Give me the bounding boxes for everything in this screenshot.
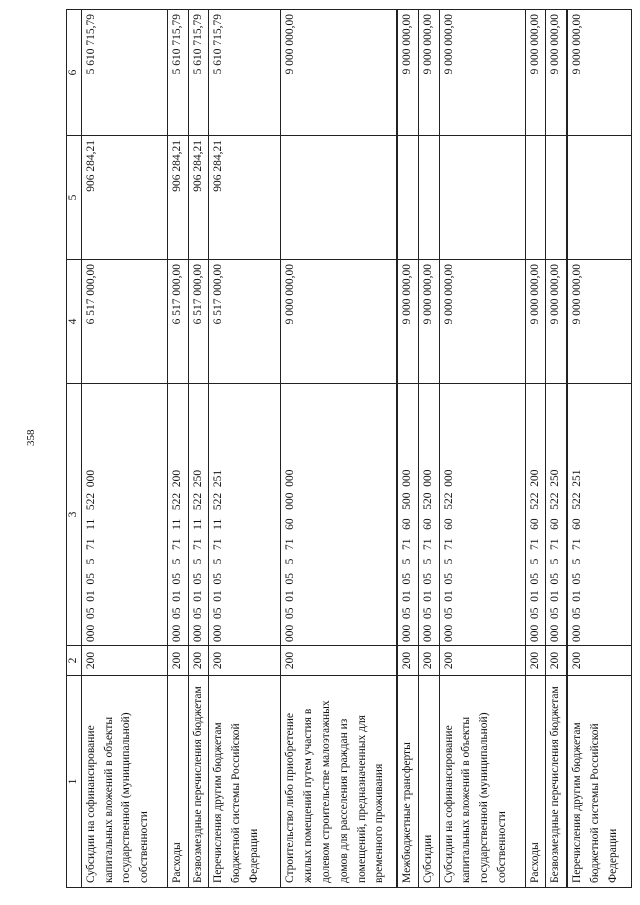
row-name: Строительство либо приобретение жилых помещений путем участия в долевом строительстве малоэтажных домов для расселения граждан из помещений, предназначенных для временного проживания bbox=[281, 676, 397, 888]
row-grbs: 200 bbox=[167, 646, 188, 676]
row-plan: 6 517 000,00 bbox=[209, 260, 281, 384]
row-grbs: 200 bbox=[525, 646, 546, 676]
row-name: Субсидии bbox=[418, 676, 439, 888]
row-remain: 9 000 000,00 bbox=[525, 10, 546, 136]
row-code: 000 05 01 05 5 71 60 000 000 bbox=[281, 384, 397, 646]
table-row bbox=[525, 10, 546, 888]
row-plan: 9 000 000,00 bbox=[525, 260, 546, 384]
row-grbs: 200 bbox=[397, 646, 418, 676]
table-row bbox=[209, 10, 281, 888]
row-plan: 9 000 000,00 bbox=[546, 260, 567, 384]
row-name: Расходы bbox=[167, 676, 188, 888]
column-header: 3 bbox=[67, 384, 82, 646]
row-code: 000 05 01 05 5 71 60 522 200 bbox=[525, 384, 546, 646]
table-row bbox=[281, 10, 397, 888]
table-row bbox=[167, 10, 188, 888]
row-plan: 9 000 000,00 bbox=[397, 260, 418, 384]
row-grbs: 200 bbox=[209, 646, 281, 676]
row-remain: 5 610 715,79 bbox=[167, 10, 188, 136]
row-fact bbox=[418, 136, 439, 260]
row-fact bbox=[281, 136, 397, 260]
row-fact: 906 284,21 bbox=[188, 136, 209, 260]
row-code: 000 05 01 05 5 71 11 522 000 bbox=[81, 384, 167, 646]
row-remain: 9 000 000,00 bbox=[439, 10, 525, 136]
row-code: 000 05 01 05 5 71 60 522 250 bbox=[546, 384, 567, 646]
row-remain: 5 610 715,79 bbox=[188, 10, 209, 136]
column-header: 6 bbox=[67, 10, 82, 136]
column-header: 5 bbox=[67, 136, 82, 260]
row-fact bbox=[525, 136, 546, 260]
row-plan: 6 517 000,00 bbox=[167, 260, 188, 384]
row-code: 000 05 01 05 5 71 11 522 200 bbox=[167, 384, 188, 646]
row-remain: 9 000 000,00 bbox=[546, 10, 567, 136]
row-grbs: 200 bbox=[81, 646, 167, 676]
row-plan: 9 000 000,00 bbox=[281, 260, 397, 384]
row-grbs: 200 bbox=[418, 646, 439, 676]
table-row bbox=[81, 10, 167, 888]
row-name: Субсидии на софинансирование капитальных вложений в объекты государственной (муниципальной) собственности bbox=[439, 676, 525, 888]
row-plan: 9 000 000,00 bbox=[418, 260, 439, 384]
row-remain: 9 000 000,00 bbox=[567, 10, 631, 136]
row-plan: 9 000 000,00 bbox=[439, 260, 525, 384]
row-remain: 9 000 000,00 bbox=[281, 10, 397, 136]
row-code: 000 05 01 05 5 71 60 520 000 bbox=[418, 384, 439, 646]
row-grbs: 200 bbox=[439, 646, 525, 676]
table-row bbox=[567, 10, 631, 888]
table-row bbox=[546, 10, 567, 888]
row-grbs: 200 bbox=[546, 646, 567, 676]
row-code: 000 05 01 05 5 71 11 522 250 bbox=[188, 384, 209, 646]
row-fact bbox=[546, 136, 567, 260]
row-code: 000 05 01 05 5 71 60 500 000 bbox=[397, 384, 418, 646]
row-plan: 9 000 000,00 bbox=[567, 260, 631, 384]
row-fact: 906 284,21 bbox=[81, 136, 167, 260]
row-fact: 906 284,21 bbox=[209, 136, 281, 260]
table-row bbox=[397, 10, 418, 888]
row-code: 000 05 01 05 5 71 60 522 251 bbox=[567, 384, 631, 646]
table-row bbox=[188, 10, 209, 888]
rotated-table-wrapper bbox=[66, 10, 619, 888]
budget-table bbox=[66, 9, 632, 888]
table-row bbox=[439, 10, 525, 888]
row-name: Безвозмездные перечисления бюджетам bbox=[188, 676, 209, 888]
page-number: 358 bbox=[25, 429, 37, 446]
column-header: 1 bbox=[67, 676, 82, 888]
table-row bbox=[418, 10, 439, 888]
row-name: Субсидии на софинансирование капитальных вложений в объекты государственной (муниципальной) собственности bbox=[81, 676, 167, 888]
row-code: 000 05 01 05 5 71 11 522 251 bbox=[209, 384, 281, 646]
row-grbs: 200 bbox=[188, 646, 209, 676]
header-row bbox=[67, 10, 82, 888]
row-plan: 6 517 000,00 bbox=[81, 260, 167, 384]
row-grbs: 200 bbox=[281, 646, 397, 676]
column-header: 4 bbox=[67, 260, 82, 384]
row-name: Перечисления другим бюджетам бюджетной системы Российской Федерации bbox=[567, 676, 631, 888]
row-remain: 5 610 715,79 bbox=[81, 10, 167, 136]
column-header: 2 bbox=[67, 646, 82, 676]
row-remain: 9 000 000,00 bbox=[418, 10, 439, 136]
row-fact bbox=[439, 136, 525, 260]
row-remain: 9 000 000,00 bbox=[397, 10, 418, 136]
row-fact: 906 284,21 bbox=[167, 136, 188, 260]
row-grbs: 200 bbox=[567, 646, 631, 676]
row-plan: 6 517 000,00 bbox=[188, 260, 209, 384]
row-code: 000 05 01 05 5 71 60 522 000 bbox=[439, 384, 525, 646]
row-remain: 5 610 715,79 bbox=[209, 10, 281, 136]
row-fact bbox=[567, 136, 631, 260]
row-fact bbox=[397, 136, 418, 260]
row-name: Перечисления другим бюджетам бюджетной системы Российской Федерации bbox=[209, 676, 281, 888]
row-name: Межбюджетные трансферты bbox=[397, 676, 418, 888]
row-name: Безвозмездные перечисления бюджетам bbox=[546, 676, 567, 888]
row-name: Расходы bbox=[525, 676, 546, 888]
